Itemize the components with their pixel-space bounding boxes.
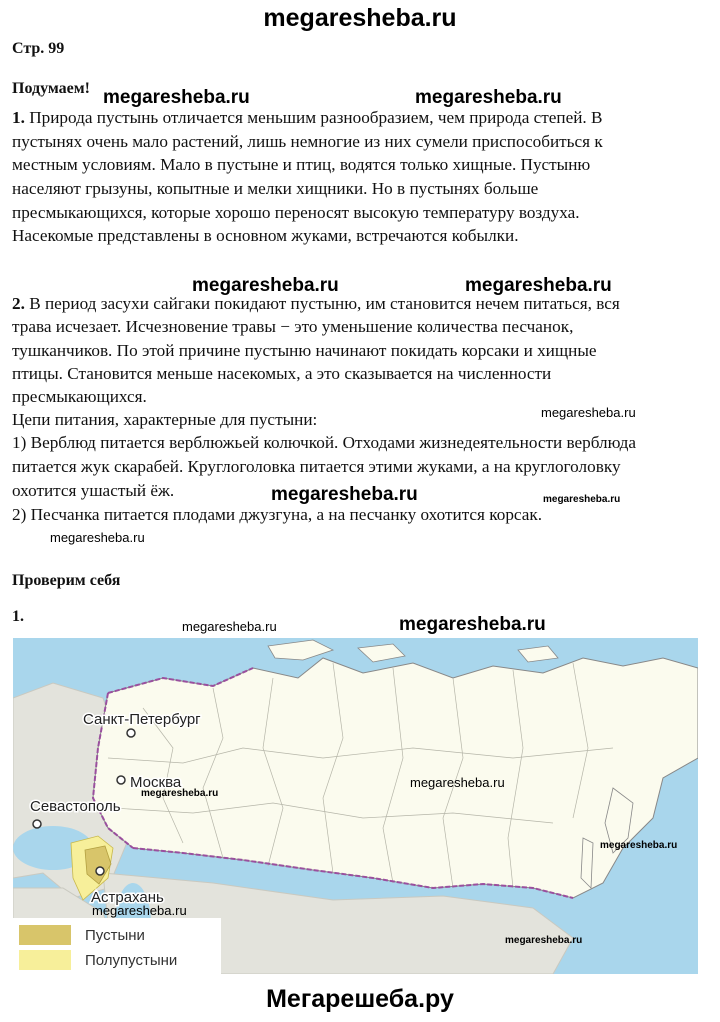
watermark: megaresheba.ru: [271, 484, 418, 505]
watermark: megaresheba.ru: [103, 87, 250, 108]
site-header-title: megaresheba.ru: [263, 4, 457, 32]
food-chain-2: 2) Песчанка питается плодами джузгуна, а на песчанку охотится корсак.: [12, 505, 543, 524]
answer-2-text: В период засухи сайгаки покидают пустыню, им становится нечем питаться, вся: [24, 294, 620, 313]
city-dot-moscow: [117, 776, 125, 784]
answer-2-line: трава исчезает. Исчезновение травы − это уменьшение количества песчанок,: [12, 317, 574, 336]
answer-1-line: пустынях очень мало растений, лишь немногие из них сумели приспособиться к: [12, 132, 603, 151]
watermark: megaresheba.ru: [410, 775, 505, 790]
watermark: megaresheba.ru: [50, 530, 145, 545]
city-label-sevastopol: Севастополь: [30, 798, 121, 815]
answer-1-number: 1.: [12, 108, 25, 127]
answer-1-line: населяют грызуны, копытные и мелки хищники. Но в пустынях больше: [12, 179, 539, 198]
watermark: megaresheba.ru: [182, 619, 277, 634]
watermark: megaresheba.ru: [92, 903, 187, 918]
watermark: megaresheba.ru: [505, 935, 583, 946]
check-item-number: 1.: [12, 608, 24, 625]
watermark: megaresheba.ru: [399, 614, 546, 635]
section-heading-think: Подумаем!: [12, 80, 90, 97]
food-chain-1: 1) Верблюд питается верблюжьей колючкой. Отходами жизнедеятельности верблюда: [12, 433, 636, 452]
answer-2-line: птицы. Становится меньше насекомых, а это сказывается на численности: [12, 364, 552, 383]
legend-swatch-semidesert: [19, 950, 71, 970]
city-dot-spb: [127, 729, 135, 737]
legend-swatch-desert: [19, 925, 71, 945]
watermark: megaresheba.ru: [543, 494, 621, 505]
city-dot-sevastopol: [33, 820, 41, 828]
page-reference: Стр. 99: [12, 40, 65, 57]
answer-2-line: тушканчиков. По этой причине пустыню начинают покидать корсаки и хищные: [12, 341, 597, 360]
legend-item-semidesert: [19, 949, 177, 971]
answer-1-text: Природа пустынь отличается меньшим разнообразием, чем природа степей. В: [24, 108, 603, 127]
watermark: megaresheba.ru: [141, 788, 219, 799]
answer-1-line: местным условиям. Мало в пустыне и птиц, водятся только хищные. Пустыню: [12, 155, 591, 174]
answer-2-line: пресмыкающихся.: [12, 387, 147, 406]
watermark: megaresheba.ru: [541, 405, 636, 420]
city-label-astrakhan: Астрахань: [91, 889, 164, 906]
food-chain-1: питается жук скарабей. Круглоголовка питается этими жуками, а на круглоголовку: [12, 457, 621, 476]
answer-1-line: пресмыкающихся, которые хорошо переносят высокую температуру воздуха.: [12, 203, 580, 222]
section-heading-check: Проверим себя: [12, 572, 121, 589]
map-legend: [13, 918, 221, 974]
watermark: megaresheba.ru: [415, 87, 562, 108]
watermark: megaresheba.ru: [192, 275, 339, 296]
legend-item-desert: [19, 924, 145, 946]
answer-1-line: [12, 107, 603, 129]
answer-2-number: 2.: [12, 294, 25, 313]
city-label-moscow: Москва: [130, 774, 182, 791]
legend-label-desert: Пустыни: [85, 926, 145, 944]
food-chain-1: охотится ушастый ёж.: [12, 481, 175, 500]
food-chain-intro: Цепи питания, характерные для пустыни:: [12, 410, 318, 429]
watermark: megaresheba.ru: [600, 840, 678, 851]
city-dot-astrakhan: [96, 867, 104, 875]
legend-label-semidesert: Полупустыни: [85, 951, 178, 969]
site-footer-title: Мегарешеба.ру: [266, 985, 454, 1013]
city-label-spb: Санкт-Петербург: [83, 711, 201, 728]
watermark: megaresheba.ru: [465, 275, 612, 296]
answer-1-line: Насекомые представлены в основном жуками, встречаются кобылки.: [12, 226, 519, 245]
